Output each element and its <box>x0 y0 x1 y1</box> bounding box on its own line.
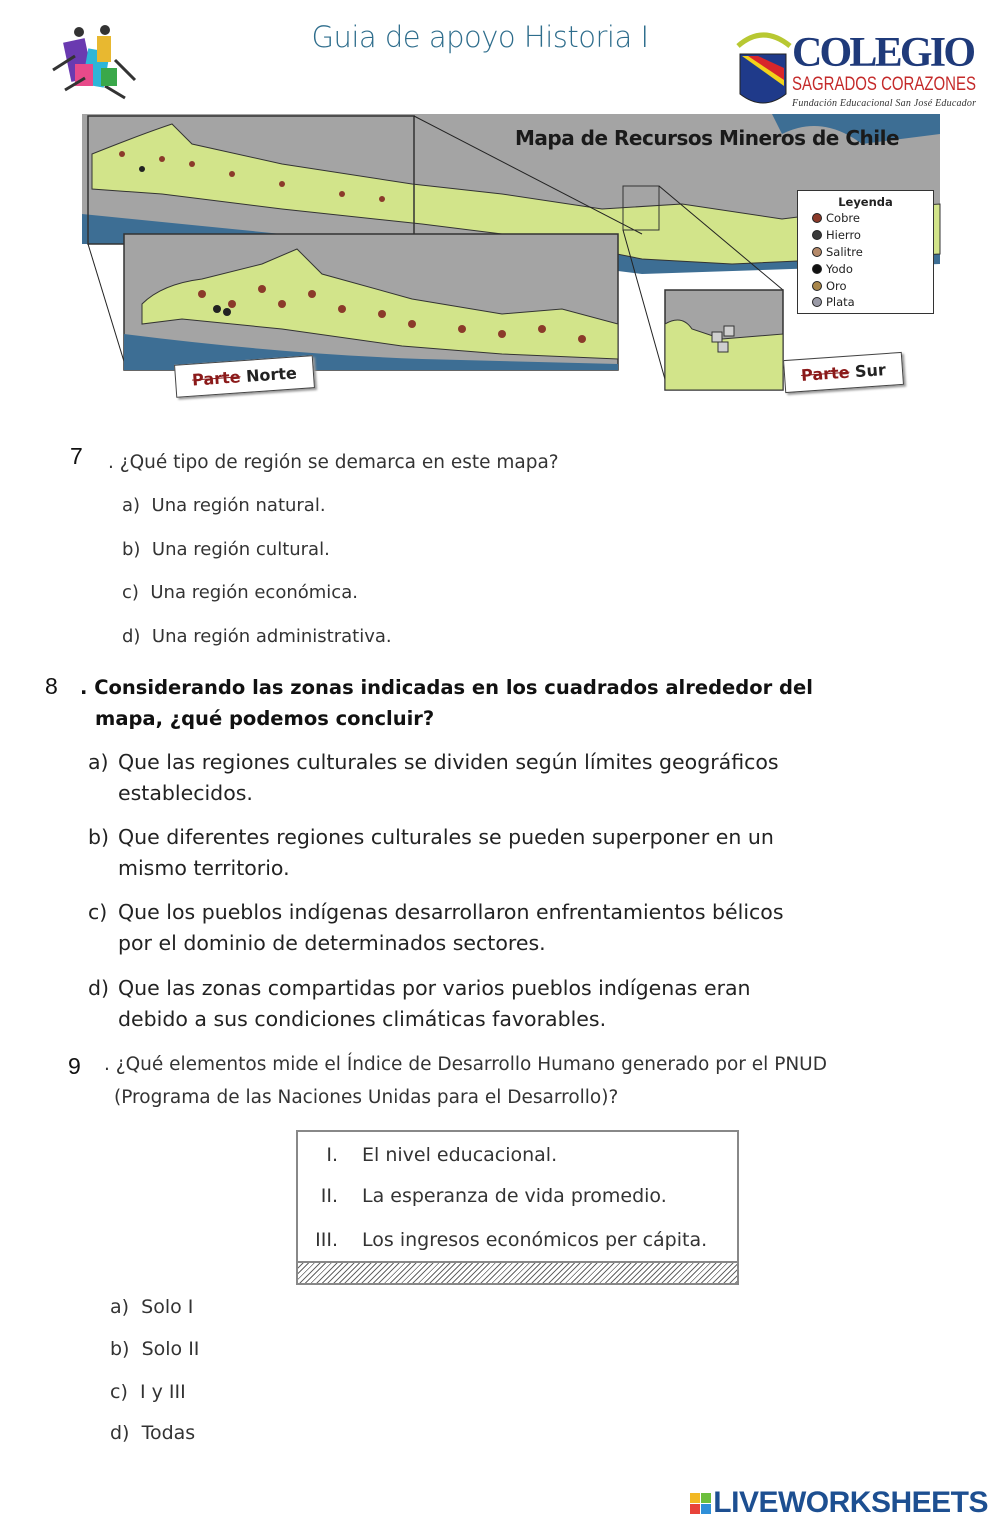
legend-item <box>812 227 933 244</box>
question-8-text <box>80 672 813 734</box>
question-8-number: 8 <box>45 673 58 699</box>
option-text: Todas <box>141 1422 196 1444</box>
iodine-icon <box>812 264 822 274</box>
option-letter: c) <box>110 1381 128 1403</box>
option-line: debido a sus condiciones climáticas favorables. <box>118 1007 607 1031</box>
option-line: Que las regiones culturales se dividen según límites geográficos <box>118 750 779 774</box>
option-text: Una región administrativa. <box>151 626 392 647</box>
option-letter: a) <box>88 750 109 774</box>
option-letter: d) <box>110 1422 130 1444</box>
legend-item <box>812 260 933 277</box>
option-letter: b) <box>122 539 141 560</box>
option-letter: b) <box>88 825 110 849</box>
option-line: establecidos. <box>118 781 253 805</box>
saltpeter-icon <box>812 247 822 257</box>
question-7-number: 7 <box>70 443 83 469</box>
option-text <box>118 747 838 809</box>
statement-text: Los ingresos económicos per cápita. <box>362 1229 708 1251</box>
option-line: Que las zonas compartidas por varios pueblos indígenas eran <box>118 976 751 1000</box>
legend-label: Yodo <box>826 261 853 276</box>
legend-item <box>812 210 933 227</box>
legend-item <box>812 294 933 311</box>
option-text <box>118 897 838 959</box>
option-letter: a) <box>110 1296 130 1318</box>
legend-item <box>812 244 933 261</box>
map-legend <box>797 190 934 314</box>
question-8-line1: . Considerando las zonas indicadas en los cuadrados alrededor del <box>80 676 813 699</box>
copper-icon <box>812 213 822 223</box>
statement-number: II. <box>320 1185 338 1207</box>
option-text: Solo II <box>141 1338 200 1360</box>
statements-box <box>296 1130 739 1285</box>
q8-option-a[interactable] <box>88 747 848 809</box>
liveworksheets-icon <box>690 1493 711 1514</box>
map-title: Mapa de Recursos Mineros de Chile <box>515 126 900 150</box>
q9-option-a[interactable] <box>110 1296 193 1318</box>
struck-word: Parte <box>191 367 242 390</box>
option-text: Una región natural. <box>151 495 326 516</box>
q8-option-d[interactable] <box>88 973 848 1035</box>
option-line: mismo territorio. <box>118 856 290 880</box>
school-logo <box>728 24 980 112</box>
svg-text:COLEGIO: COLEGIO <box>792 30 976 76</box>
q8-option-b[interactable] <box>88 822 848 884</box>
struck-word: Parte <box>800 362 851 385</box>
question-9-text <box>104 1048 827 1114</box>
svg-text:SAGRADOS CORAZONES: SAGRADOS CORAZONES <box>792 74 976 95</box>
q7-option-b[interactable] <box>122 539 330 560</box>
statement-number: III. <box>315 1229 338 1251</box>
worksheet-title: Guia de apoyo Historia I <box>311 20 649 54</box>
question-9-line1: . ¿Qué elementos mide el Índice de Desarrollo Humano generado por el PNUD <box>104 1054 827 1075</box>
legend-label: Cobre <box>826 211 860 226</box>
legend-title: Leyenda <box>838 195 893 209</box>
q9-option-d[interactable] <box>110 1422 195 1444</box>
q8-option-c[interactable] <box>88 897 848 959</box>
option-letter: d) <box>122 626 141 647</box>
hatched-edge <box>298 1261 737 1283</box>
statement-text: El nivel educacional. <box>362 1144 558 1166</box>
q7-option-d[interactable] <box>122 626 392 647</box>
legend-label: Salitre <box>826 244 863 259</box>
q9-option-c[interactable] <box>110 1381 186 1403</box>
statement-text: La esperanza de vida promedio. <box>362 1185 667 1207</box>
question-8-line2: mapa, ¿qué podemos concluir? <box>95 707 435 730</box>
option-line: Que diferentes regiones culturales se pueden superponer en un <box>118 825 774 849</box>
option-letter: a) <box>122 495 141 516</box>
legend-label: Oro <box>826 278 847 293</box>
legend-item <box>812 277 933 294</box>
option-text: Una región económica. <box>150 582 358 603</box>
label-north-text: Norte <box>245 363 298 386</box>
legend-label: Plata <box>826 295 855 310</box>
option-letter: d) <box>88 976 110 1000</box>
svg-text:Fundación Educacional San José: Fundación Educacional San José Educador <box>792 98 976 109</box>
option-text <box>118 822 838 884</box>
option-text <box>118 973 838 1035</box>
question-7-text: . ¿Qué tipo de región se demarca en este mapa? <box>108 452 559 473</box>
option-line: por el dominio de determinados sectores. <box>118 931 546 955</box>
question-9-number: 9 <box>68 1053 81 1079</box>
q9-option-b[interactable] <box>110 1338 199 1360</box>
option-text: I y III <box>139 1381 186 1403</box>
option-letter: c) <box>88 900 108 924</box>
q7-option-a[interactable] <box>122 495 326 516</box>
gold-icon <box>812 281 822 291</box>
option-letter: b) <box>110 1338 130 1360</box>
option-text: Una región cultural. <box>151 539 330 560</box>
q7-option-c[interactable] <box>122 582 358 603</box>
question-9-line2: (Programa de las Naciones Unidas para el Desarrollo)? <box>114 1087 619 1108</box>
option-text: Solo I <box>141 1296 194 1318</box>
option-letter: c) <box>122 582 139 603</box>
statement-number: I. <box>326 1144 338 1166</box>
silver-icon <box>812 297 822 307</box>
liveworksheets-logo[interactable] <box>690 1486 988 1520</box>
iron-icon <box>812 230 822 240</box>
brand-text: LIVEWORKSHEETS <box>713 1486 988 1519</box>
legend-label: Hierro <box>826 228 861 243</box>
option-line: Que los pueblos indígenas desarrollaron enfrentamientos bélicos <box>118 900 784 924</box>
label-south-text: Sur <box>854 360 887 382</box>
